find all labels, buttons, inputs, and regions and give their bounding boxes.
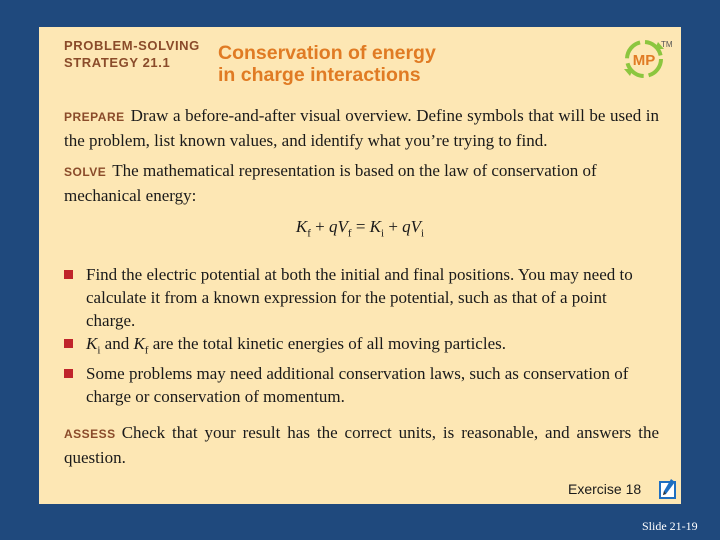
list-item <box>64 263 659 332</box>
solve-section <box>64 159 659 207</box>
strategy-heading <box>64 37 200 71</box>
bullet-text-3: Some problems may need additional conservation laws, such as conservation of charge or conservation of momentum. <box>86 364 629 407</box>
bullet-text-1: Find the electric potential at both the initial and final positions. You may need to calculate it from a known expression for the potential, such as that of a point charge. <box>86 265 633 330</box>
bullet-square-icon <box>64 270 73 279</box>
mp-logo-text: MP <box>632 52 656 69</box>
prepare-text: Draw a before-and-after visual overview. Define symbols that will be used in the problem, list known values, and identify what you’re trying to find. <box>64 106 659 150</box>
prepare-section <box>64 104 659 152</box>
solve-bullet-list <box>64 263 659 408</box>
strategy-box <box>39 27 681 504</box>
mp-logo-icon <box>622 37 666 81</box>
strategy-heading-line1: PROBLEM-SOLVING <box>64 38 200 53</box>
solve-label: SOLVE <box>64 165 107 179</box>
bullet-square-icon <box>64 339 73 348</box>
bullet-text-2: $K_i$ and $K_f$ are the total kinetic energies of all moving particles. <box>86 334 506 357</box>
strategy-title-line2: in charge interactions <box>218 64 421 86</box>
assess-section <box>64 421 659 469</box>
trademark-mark: TM <box>661 40 673 49</box>
exercise-link[interactable]: Exercise 18 <box>568 481 642 497</box>
solve-text: The mathematical representation is based on the law of conservation of mechanical energy: <box>64 161 597 205</box>
list-item <box>64 362 659 408</box>
strategy-title-line1: Conservation of energy <box>218 42 436 64</box>
strategy-heading-line2: STRATEGY 21.1 <box>64 55 171 70</box>
assess-text: Check that your result has the correct units, is reasonable, and answers the question. <box>64 423 659 467</box>
strategy-title <box>218 42 436 86</box>
pencil-icon[interactable] <box>658 478 677 500</box>
slide-number: Slide 21-19 <box>642 519 698 533</box>
conservation-equation: $K_f + qV_f = K_i + qV_i$ <box>295 217 425 240</box>
bullet-square-icon <box>64 369 73 378</box>
prepare-label: PREPARE <box>64 110 125 124</box>
list-item <box>64 332 659 362</box>
assess-label: ASSESS <box>64 427 116 441</box>
